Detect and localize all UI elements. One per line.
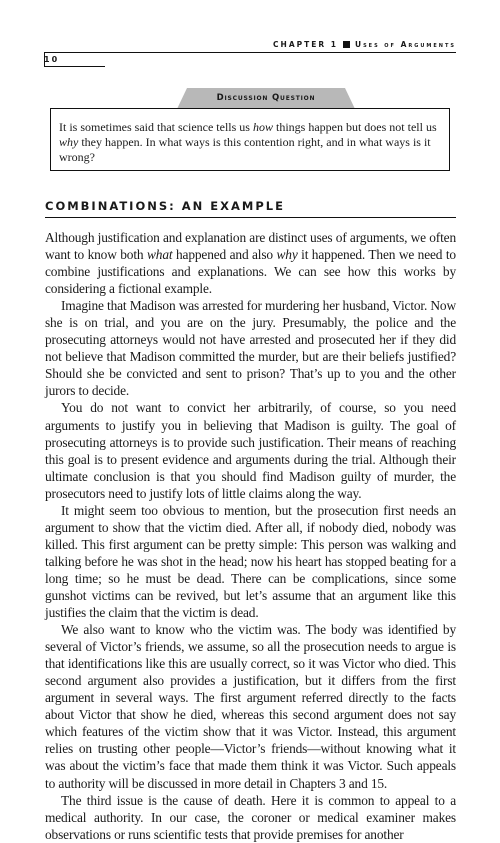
paragraph: Although justification and explanation are distinct uses of arguments, we often want to know both what happened and also why it happened. Then we need to combine justifications and explanations. We can see how this works by considering a fictional example.	[45, 230, 456, 297]
emphasis-what: what	[147, 247, 173, 263]
running-head	[44, 40, 456, 49]
emphasis-why: why	[276, 247, 298, 263]
header-rule	[44, 52, 456, 53]
chapter-title: Uses of Arguments	[354, 40, 456, 49]
square-bullet-icon	[343, 41, 350, 48]
paragraph: It might seem too obvious to mention, but the prosecution first needs an argument to show that the victim died. After all, if nobody died, nobody was killed. This first argument can be pretty simple: This person was walking and talking before he was shot in the head; now his heart has stopped beating for a long time; so he must be dead. There can be complications, since some gunshot victims can be revived, but let’s assume that an argument like this justifies the claim that the victim is dead.	[45, 502, 456, 621]
section-rule	[45, 217, 456, 218]
discussion-question-text: It is sometimes said that science tells us how things happen but does not tell us why they happen. In what ways is this contention right, and in what ways is it wrong?	[59, 120, 437, 165]
paragraph: Imagine that Madison was arrested for murdering her husband, Victor. Now she is on trial, and you are on the jury. Presumably, the police and the prosecuting attorneys would not have arrested and prosecuted her if they did not believe that Madison committed the murder, but are their beliefs justified? Should she be convicted and sent to prison? That’s up to you and the other jurors to decide.	[45, 298, 456, 399]
emphasis-why: why	[59, 135, 79, 150]
body-text	[45, 229, 456, 843]
page-number: 10	[44, 55, 60, 64]
emphasis-how: how	[252, 120, 273, 134]
chapter-label: CHAPTER 1	[273, 40, 338, 49]
paragraph: We also want to know who the victim was. The body was identified by several of Victor’s friends, we assume, so all the prosecution needs to argue is that identifications like this are usually correct, so it was Victor who died. This second argument also provides a justification, but it differs from the first argument in several ways. The first argument referred directly to the facts about Victor that show he died, whereas this second argument does not say which features of the victim show that it was Victor. Instead, this argument relies on trusting other people—Victor’s friends—without knowing what it was about the victim’s face that made them think it was Victor. Such appeals to authority will be discussed in more detail in Chapters 3 and 15.	[45, 622, 456, 791]
discussion-question-label: Discussion Question	[216, 93, 316, 103]
paragraph: You do not want to convict her arbitrarily, of course, so you need arguments to justify you in believing that Madison is guilty. The goal of prosecuting attorneys is to provide such justification. Their means of reaching this goal is to present evidence and arguments during the trial. Although their ultimate conclusion is that you should find Madison guilty of murder, the prosecutors need to justify lots of little claims along the way.	[45, 400, 456, 501]
paragraph: The third issue is the cause of death. Here it is common to appeal to a medical authority. In our case, the coroner or medical examiner makes observations or runs scientific tests that provide premises for another	[45, 792, 456, 842]
section-heading: COMBINATIONS: AN EXAMPLE	[45, 199, 285, 213]
